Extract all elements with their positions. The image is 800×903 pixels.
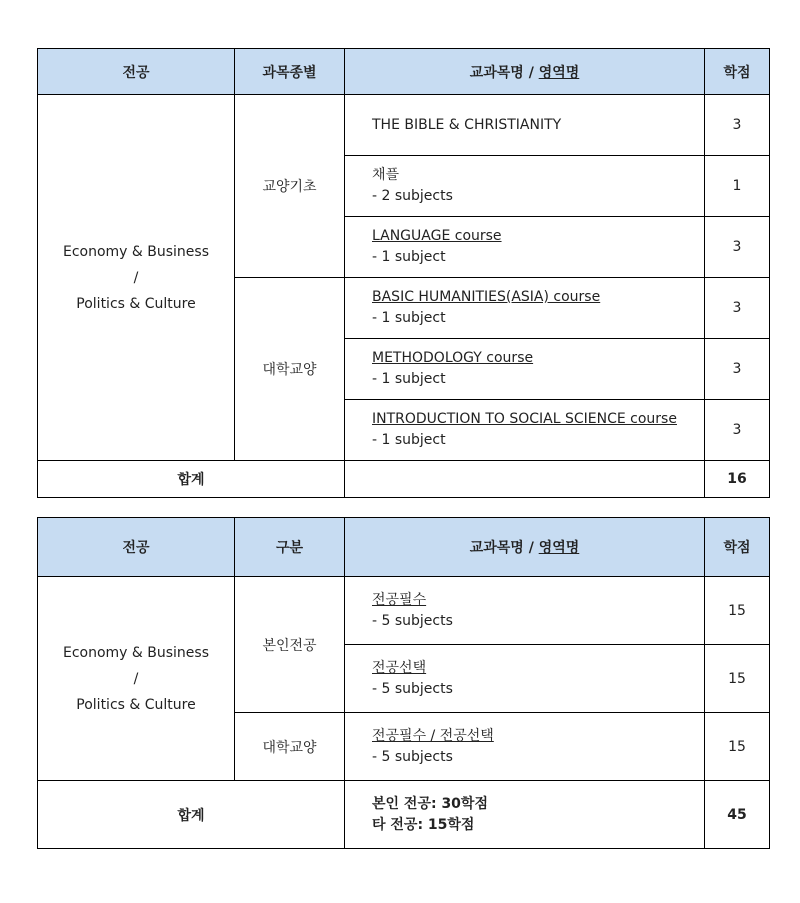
total-label: 합계 <box>38 461 345 498</box>
header-course <box>345 49 705 95</box>
total-row <box>38 781 770 849</box>
total-credit: 45 <box>705 781 770 849</box>
total-row <box>38 461 770 498</box>
category-cell: 대학교양 <box>235 278 345 461</box>
curriculum-table-1 <box>37 48 770 498</box>
course-title: THE BIBLE & CHRISTIANITY <box>372 116 562 133</box>
course-sub: - 1 subject <box>372 310 446 326</box>
course-title: 채플 <box>372 167 400 183</box>
header-major: 전공 <box>38 518 235 577</box>
course-cell <box>345 577 705 645</box>
course-cell <box>345 217 705 278</box>
course-title: METHODOLOGY course <box>372 350 534 366</box>
credit-cell: 3 <box>705 95 770 156</box>
course-title: 전공선택 <box>372 659 427 676</box>
header-course-prefix: 교과목명 / <box>469 64 539 81</box>
major-cell <box>38 577 235 781</box>
credit-cell: 3 <box>705 217 770 278</box>
credit-cell: 15 <box>705 713 770 781</box>
course-sub: - 5 subjects <box>372 680 453 697</box>
course-sub: - 5 subjects <box>372 612 453 629</box>
credit-cell: 1 <box>705 156 770 217</box>
header-category: 구분 <box>235 518 345 577</box>
total-note-other-major: 타 전공: 15학점 <box>372 816 475 833</box>
header-row <box>38 49 770 95</box>
major-line-1: Economy & Business <box>62 243 210 260</box>
major-line-2: / <box>133 670 139 687</box>
major-cell <box>38 95 235 461</box>
course-title: 전공필수 <box>372 591 427 608</box>
course-sub: - 2 subjects <box>372 188 453 204</box>
header-row <box>38 518 770 577</box>
header-credit: 학점 <box>705 49 770 95</box>
total-note-own-major: 본인 전공: 30학점 <box>372 795 488 812</box>
total-course-cell <box>345 781 705 849</box>
course-sub: - 5 subjects <box>372 748 453 765</box>
credit-cell: 15 <box>705 577 770 645</box>
header-major: 전공 <box>38 49 235 95</box>
category-cell: 본인전공 <box>235 577 345 713</box>
table-row <box>38 95 770 156</box>
course-cell <box>345 400 705 461</box>
table-row <box>38 577 770 645</box>
course-sub: - 1 subject <box>372 432 446 448</box>
course-title: INTRODUCTION TO SOCIAL SCIENCE course <box>372 411 677 427</box>
header-course <box>345 518 705 577</box>
category-cell: 교양기초 <box>235 95 345 278</box>
header-course-area: 영역명 <box>538 540 580 556</box>
major-line-3: Politics & Culture <box>76 295 196 312</box>
course-cell <box>345 339 705 400</box>
header-course-area: 영역명 <box>538 64 580 81</box>
course-title: LANGUAGE course <box>372 228 502 244</box>
total-credit: 16 <box>705 461 770 498</box>
course-cell <box>345 645 705 713</box>
course-title: BASIC HUMANITIES(ASIA) course <box>372 289 601 305</box>
credit-cell: 3 <box>705 278 770 339</box>
course-cell <box>345 95 705 156</box>
course-sub: - 1 subject <box>372 249 446 265</box>
course-cell <box>345 713 705 781</box>
header-credit: 학점 <box>705 518 770 577</box>
header-course-prefix: 교과목명 / <box>469 540 539 556</box>
curriculum-table-2 <box>37 517 770 849</box>
credit-cell: 3 <box>705 400 770 461</box>
major-line-3: Politics & Culture <box>76 696 196 713</box>
category-cell: 대학교양 <box>235 713 345 781</box>
course-cell <box>345 278 705 339</box>
total-course-cell <box>345 461 705 498</box>
credit-cell: 15 <box>705 645 770 713</box>
major-line-2: / <box>133 269 139 286</box>
credit-cell: 3 <box>705 339 770 400</box>
major-line-1: Economy & Business <box>62 644 210 661</box>
header-category: 과목종별 <box>235 49 345 95</box>
total-label: 합계 <box>38 781 345 849</box>
course-sub: - 1 subject <box>372 371 446 387</box>
course-title: 전공필수 / 전공선택 <box>372 727 494 744</box>
course-cell <box>345 156 705 217</box>
